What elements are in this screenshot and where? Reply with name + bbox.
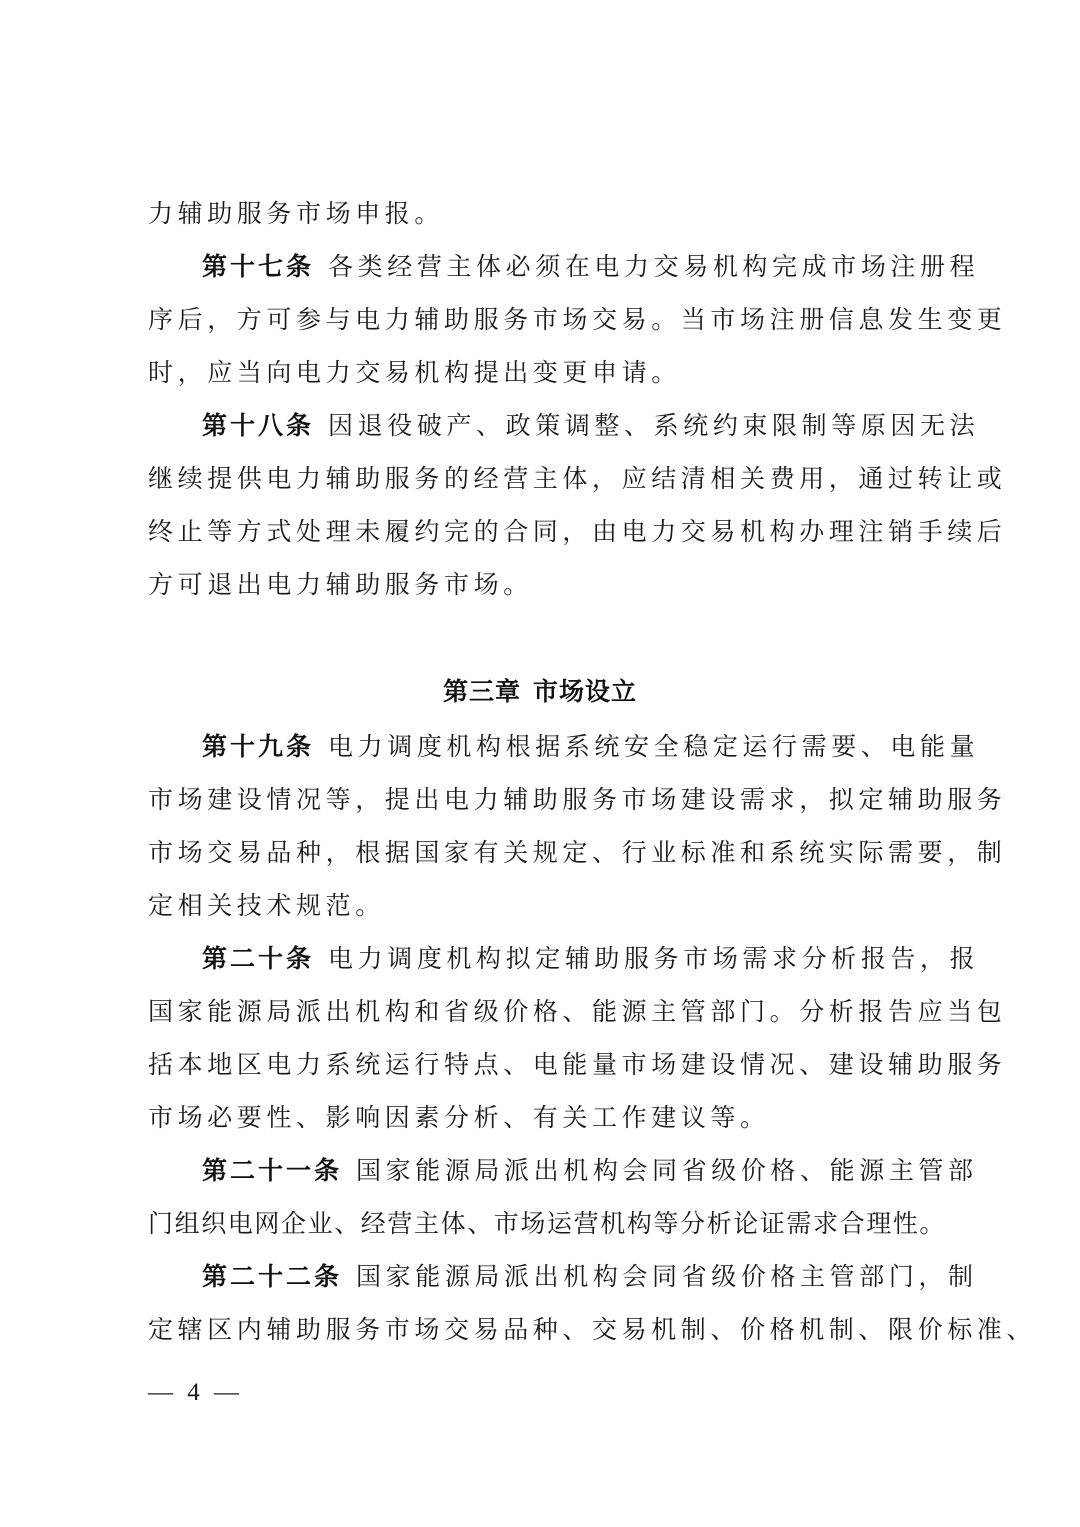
article-20-line-2: 国家能源局派出机构和省级价格、能源主管部门。分析报告应当包: [148, 997, 1007, 1026]
chapter-number: 第三章: [442, 677, 521, 706]
chapter-title: 市场设立: [533, 677, 638, 706]
article-18-line-1: [202, 411, 980, 441]
article-19-line-2: 市场建设情况等，提出电力辅助服务市场建设需求，拟定辅助服务: [148, 785, 1007, 814]
article-22-text: 国家能源局派出机构会同省级价格主管部门，制: [356, 1262, 978, 1291]
article-18-line-2: 继续提供电力辅助服务的经营主体，应结清相关费用，通过转让或: [148, 464, 1007, 493]
article-19-text: 电力调度机构根据系统安全稳定运行需要、电能量: [328, 732, 980, 761]
article-21-text: 国家能源局派出机构会同省级价格、能源主管部: [356, 1156, 978, 1185]
article-22-label: 第二十二条: [202, 1262, 343, 1291]
article-20-text: 电力调度机构拟定辅助服务市场需求分析报告，报: [328, 944, 980, 973]
article-20-line-3: 括本地区电力系统运行特点、电能量市场建设情况、建设辅助服务: [148, 1050, 1007, 1079]
article-17-label: 第十七条: [202, 252, 315, 281]
article-19-line-1: [202, 732, 980, 762]
article-20-line-1: [202, 944, 980, 974]
chapter-heading: [0, 677, 1080, 707]
article-17-line-2: 序后，方可参与电力辅助服务市场交易。当市场注册信息发生变更: [148, 305, 1007, 334]
article-21-label: 第二十一条: [202, 1156, 343, 1185]
article-17-line-1: [202, 252, 980, 282]
paragraph-continuation: 力辅助服务市场申报。: [148, 199, 445, 228]
article-22-line-1: [202, 1262, 978, 1292]
article-19-line-3: 市场交易品种，根据国家有关规定、行业标准和系统实际需要，制: [148, 838, 1007, 867]
article-19-label: 第十九条: [202, 732, 315, 761]
article-20-label: 第二十条: [202, 944, 315, 973]
article-20-line-4: 市场必要性、影响因素分析、有关工作建议等。: [148, 1103, 770, 1132]
article-17-line-3: 时，应当向电力交易机构提出变更申请。: [148, 358, 681, 387]
article-18-text: 因退役破产、政策调整、系统约束限制等原因无法: [328, 411, 980, 440]
article-18-label: 第十八条: [202, 411, 315, 440]
article-18-line-3: 终止等方式处理未履约完的合同，由电力交易机构办理注销手续后: [148, 517, 1007, 546]
article-18-line-4: 方可退出电力辅助服务市场。: [148, 570, 533, 599]
article-17-text: 各类经营主体必须在电力交易机构完成市场注册程: [328, 252, 980, 281]
article-22-line-2: 定辖区内辅助服务市场交易品种、交易机制、价格机制、限价标准、: [148, 1315, 1037, 1344]
article-21-line-2: 门组织电网企业、经营主体、市场运营机构等分析论证需求合理性。: [148, 1209, 947, 1238]
page-number: — 4 —: [148, 1379, 243, 1406]
article-19-line-4: 定相关技术规范。: [148, 891, 385, 920]
article-21-line-1: [202, 1156, 978, 1186]
